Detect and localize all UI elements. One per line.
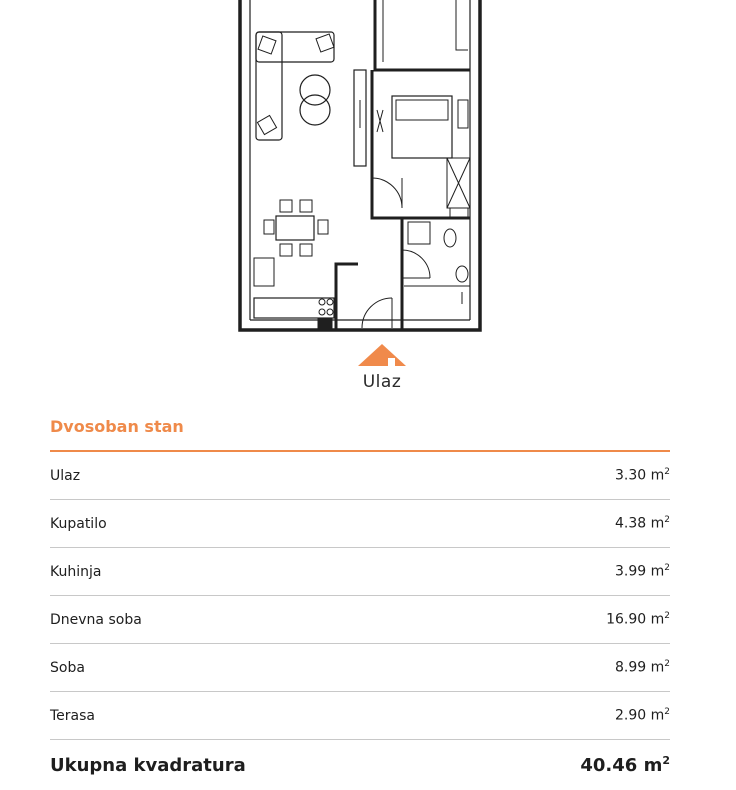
table-row — [50, 596, 670, 644]
room-name: Kuhinja — [50, 563, 102, 580]
room-area: 16.90 $m^2$ — [606, 611, 670, 628]
room-area: 3.99 $m^2$ — [615, 563, 670, 580]
room-name: Ulaz — [50, 467, 81, 484]
room-name: Kupatilo — [50, 515, 107, 532]
total-label: Ukupna kvadratura — [50, 754, 246, 776]
entrance-arrow-icon — [358, 344, 406, 366]
table-row — [50, 644, 670, 692]
total-row — [50, 740, 670, 790]
area-table — [50, 412, 670, 790]
room-name: Soba — [50, 659, 85, 676]
room-name: Terasa — [50, 707, 95, 724]
total-area: 40.46 $m^2$ — [580, 754, 670, 776]
room-area: 4.38 $m^2$ — [615, 515, 670, 532]
room-area: 3.30 $m^2$ — [615, 467, 670, 484]
table-row — [50, 500, 670, 548]
room-name: Dnevna soba — [50, 611, 142, 628]
room-area: 8.99 $m^2$ — [615, 659, 670, 676]
table-row — [50, 452, 670, 500]
table-row — [50, 548, 670, 596]
room-area: 2.90 $m^2$ — [615, 707, 670, 724]
entrance-label: Ulaz — [362, 372, 402, 392]
table-row — [50, 692, 670, 740]
apartment-title: Dvosoban stan — [50, 417, 184, 436]
